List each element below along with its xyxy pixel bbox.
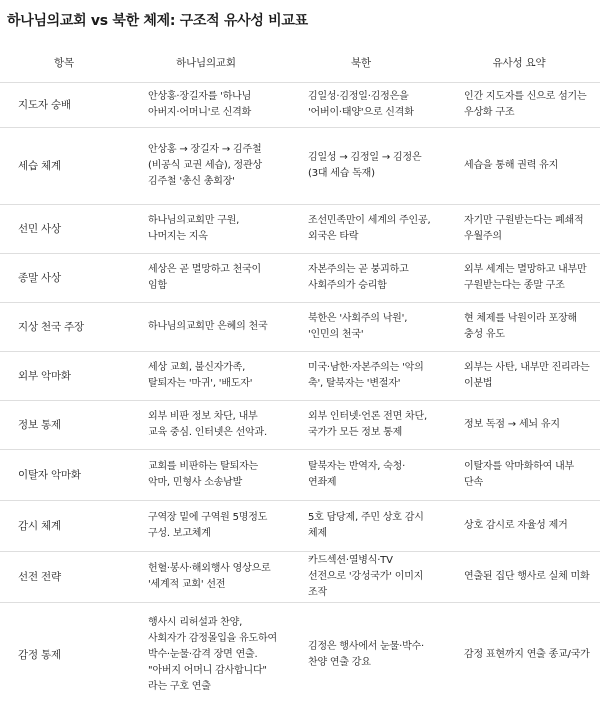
row-summary-cell: 외부 세계는 멸망하고 내부만 구원받는다는 종말 구조 xyxy=(438,254,600,303)
header-north-korea: 북한 xyxy=(284,44,438,83)
row-church-cell: 하나님의교회만 은혜의 천국 xyxy=(128,303,284,352)
header-item: 항목 xyxy=(0,44,128,83)
row-north-korea-cell: 미국·남한·자본주의는 '악의 축', 탈북자는 '변절자' xyxy=(284,352,438,401)
row-church-cell: 행사시 리허설과 찬양, 사회자가 감정몰입을 유도하여 박수·눈물·감격 장면 연출. "아버지 어머니 감사합니다" 라는 구호 연출 xyxy=(148,616,277,692)
row-church-cell: 외부 비판 정보 차단, 내부 교육 중심. 인터넷은 선악과. xyxy=(128,401,284,450)
row-item-cell: 감시 체계 xyxy=(0,501,128,552)
row-summary-cell: 외부는 사탄, 내부만 진리라는 이분법 xyxy=(438,352,600,401)
row-church-cell: 하나님의교회만 구원, 나머지는 지옥 xyxy=(128,205,284,254)
header-row xyxy=(0,44,600,83)
row-north-korea-cell: 카드섹션·열병식·TV 선전으로 '강성국가' 이미지 조작 xyxy=(284,552,438,603)
row-north-korea-cell: 외부 인터넷·언론 전면 차단, 국가가 모든 정보 통제 xyxy=(284,401,438,450)
row-summary-cell: 연출된 집단 행사로 실체 미화 xyxy=(438,552,600,603)
row-summary-cell: 정보 독점 → 세뇌 유지 xyxy=(438,401,600,450)
row-north-korea-cell: 조선민족만이 세계의 주인공, 외국은 타락 xyxy=(284,205,438,254)
row-north-korea-cell: 북한은 '사회주의 낙원', '인민의 천국' xyxy=(284,303,438,352)
row-church-cell: 헌혈·봉사·해외행사 영상으로 '세계적 교회' 선전 xyxy=(128,552,284,603)
row-item-cell: 지상 천국 주장 xyxy=(0,303,128,352)
row-item-cell: 선전 전략 xyxy=(0,552,128,603)
header-similarity-summary: 유사성 요약 xyxy=(438,44,600,83)
table-row xyxy=(0,128,600,205)
comparison-table xyxy=(0,44,600,706)
table-row xyxy=(0,501,600,552)
row-church-cell: 안상홍·장길자를 '하나님 아버지·어머니'로 신격화 xyxy=(128,83,284,128)
row-summary-cell: 자기만 구원받는다는 폐쇄적 우월주의 xyxy=(438,205,600,254)
table-row xyxy=(0,401,600,450)
row-north-korea-cell: 김정은 행사에서 눈물·박수·찬양 연출 강요 xyxy=(308,640,424,668)
row-church-cell: 안상홍 → 장길자 → 김주철(비공식 교권 세습), 정관상 김주철 '총신 총회장' xyxy=(128,128,284,205)
row-church-cell: 구역장 밑에 구역원 5명정도 구성. 보고체계 xyxy=(128,501,284,552)
row-item-cell: 감정 통제 xyxy=(18,648,61,661)
table-header xyxy=(0,44,600,83)
row-church-cell: 세상은 곧 멸망하고 천국이 임함 xyxy=(128,254,284,303)
row-summary-cell: 현 체제를 낙원이라 포장해 충성 유도 xyxy=(438,303,600,352)
row-item-cell: 지도자 숭배 xyxy=(0,83,128,128)
row-item-cell: 선민 사상 xyxy=(0,205,128,254)
table-row xyxy=(0,450,600,501)
row-item-cell: 외부 악마화 xyxy=(0,352,128,401)
row-item-cell: 세습 체계 xyxy=(0,128,128,205)
table-row xyxy=(0,205,600,254)
row-summary-cell: 상호 감시로 자율성 제거 xyxy=(438,501,600,552)
row-summary-cell: 인간 지도자를 신으로 섬기는 우상화 구조 xyxy=(438,83,600,128)
row-church-cell: 세상 교회, 불신자가족, 탈퇴자는 '마귀', '배도자' xyxy=(128,352,284,401)
row-north-korea-cell: 김일성 → 김정일 → 김정은(3대 세습 독재) xyxy=(284,128,438,205)
table-body xyxy=(0,83,600,707)
table-row xyxy=(0,83,600,128)
row-north-korea-cell: 김일성·김정일·김정은을 '어버이·태양'으로 신격화 xyxy=(284,83,438,128)
row-item-cell: 정보 통제 xyxy=(0,401,128,450)
document-title: 하나님의교회 vs 북한 체제: 구조적 유사성 비교표 xyxy=(7,13,308,29)
header-church: 하나님의교회 xyxy=(128,44,284,83)
table-row xyxy=(0,352,600,401)
row-north-korea-cell: 5호 담당제, 주민 상호 감시 체제 xyxy=(284,501,438,552)
row-item-cell: 종말 사상 xyxy=(0,254,128,303)
table-row xyxy=(0,603,600,707)
row-summary-cell: 세습을 통해 권력 유지 xyxy=(438,128,600,205)
row-summary-cell: 감정 표현까지 연출 종교/국가 xyxy=(464,648,590,660)
table-row xyxy=(0,303,600,352)
row-summary-cell: 이탈자를 악마화하여 내부 단속 xyxy=(438,450,600,501)
row-church-cell: 교회를 비판하는 탈퇴자는 악마, 민형사 소송남발 xyxy=(128,450,284,501)
row-item-cell: 이탈자 악마화 xyxy=(0,450,128,501)
row-north-korea-cell: 자본주의는 곧 붕괴하고 사회주의가 승리함 xyxy=(284,254,438,303)
table-row xyxy=(0,254,600,303)
table-row xyxy=(0,552,600,603)
row-north-korea-cell: 탈북자는 반역자, 숙청·연좌제 xyxy=(284,450,438,501)
